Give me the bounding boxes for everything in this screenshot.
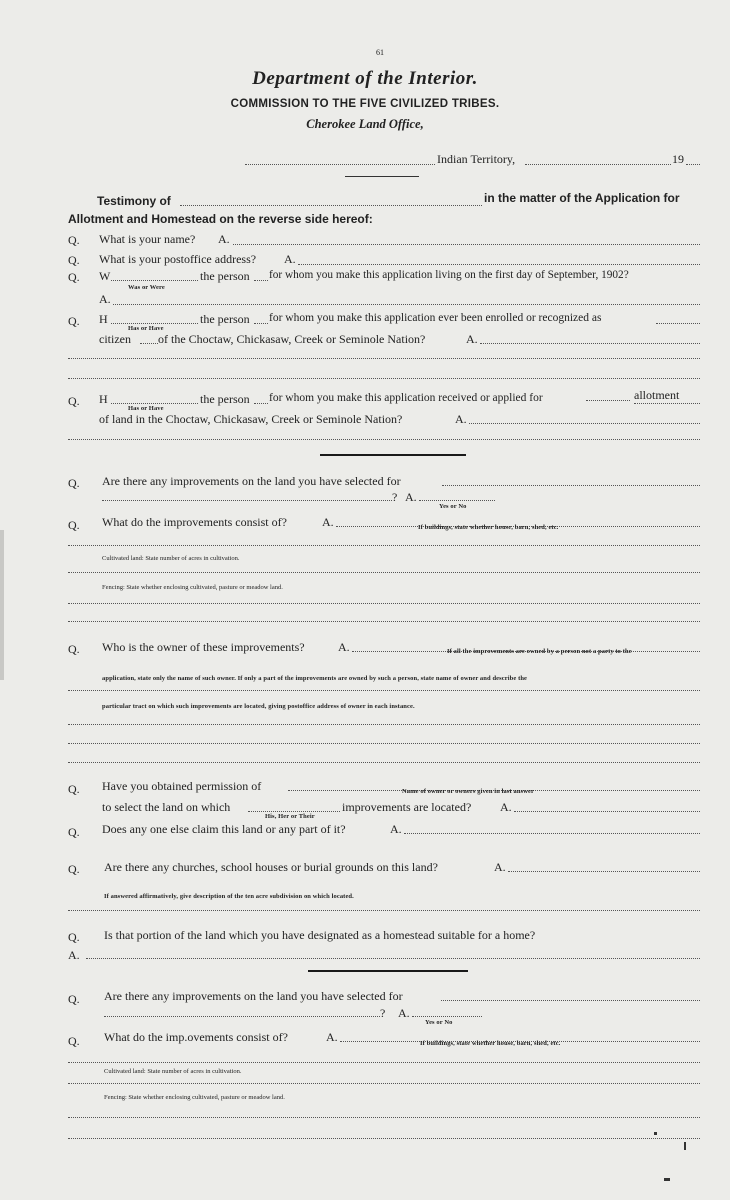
fencing-label-2: Fencing: State whether enclosing cultivated, pasture or meadow land. <box>104 1094 285 1101</box>
cultivated-label: Cultivated land: State number of acres in cultivation. <box>102 555 240 562</box>
question-name: What is your name? <box>99 232 196 246</box>
testimony-matter: in the matter of the Application for <box>484 191 680 205</box>
answer-q3-field[interactable] <box>113 304 700 305</box>
a-marker: A. <box>326 1030 338 1044</box>
question-claim: Does any one else claim this land or any part of it? <box>102 822 346 836</box>
a-marker: A. <box>68 948 80 962</box>
testimony-name-field[interactable] <box>180 205 482 206</box>
question-churches: Are there any churches, school houses or burial grounds on this land? <box>104 860 438 874</box>
answer-consist-line-2[interactable] <box>68 1062 700 1063</box>
fencing-label: Fencing: State whether enclosing cultivated, pasture or meadow land. <box>102 584 283 591</box>
date-field[interactable] <box>525 164 671 165</box>
q-marker: Q. <box>68 1034 80 1048</box>
question-homestead: Is that portion of the land which you have designated as a homestead suitable for a home? <box>104 928 536 942</box>
question-improvements-2: Are there any improvements on the land you have selected for <box>104 989 403 1003</box>
q5-line2: of land in the Choctaw, Chickasaw, Creek or Seminole Nation? <box>99 412 403 426</box>
fencing-line-2[interactable] <box>68 1117 700 1118</box>
owner-line[interactable] <box>68 762 700 763</box>
q-marker: Q. <box>68 476 80 490</box>
permission-hint: Name of owner or owners given in last answer <box>402 788 534 795</box>
permission-line2-start: to select the land on which <box>102 800 231 814</box>
scan-speck <box>654 1132 657 1135</box>
answer-postoffice-field[interactable] <box>298 264 700 265</box>
q-marker: Q. <box>68 782 80 796</box>
has-have-field[interactable] <box>111 403 198 404</box>
q3-rest: the person <box>200 269 250 283</box>
a-marker: A. <box>338 640 350 654</box>
answer-q5-line[interactable] <box>68 439 700 440</box>
selected-for-line-2[interactable] <box>104 1016 380 1017</box>
permission-line2-end: improvements are located? <box>342 800 472 814</box>
question-mark: ? <box>380 1006 386 1020</box>
question-postoffice: What is your postoffice address? <box>99 252 257 266</box>
q-marker: Q. <box>68 862 80 876</box>
office-title: Cherokee Land Office, <box>306 117 424 131</box>
q-marker: Q. <box>68 394 80 408</box>
q4-hint: Has or Have <box>128 325 164 332</box>
selected-for-field[interactable] <box>442 485 700 486</box>
q5-hint: Has or Have <box>128 405 164 412</box>
has-have-field[interactable] <box>111 323 198 324</box>
was-were-field[interactable] <box>111 280 198 281</box>
answer-consist-line[interactable] <box>68 545 700 546</box>
a-marker: A. <box>455 412 467 426</box>
cultivated-line[interactable] <box>68 572 700 573</box>
scan-speck <box>684 1142 686 1150</box>
year-field[interactable] <box>686 164 700 165</box>
q5-start: H <box>99 392 108 406</box>
owner-note-3: particular tract on which such improvements are located, giving postoffice address of owner in each instance. <box>102 703 415 710</box>
citizen-field[interactable] <box>140 343 158 344</box>
scan-speck <box>664 1178 670 1181</box>
q-marker: Q. <box>68 825 80 839</box>
cultivated-label-2: Cultivated land: State number of acres in cultivation. <box>104 1068 242 1075</box>
answer-q4-line[interactable] <box>68 358 700 359</box>
answer-q4-field[interactable] <box>480 343 700 344</box>
answer-q5-field[interactable] <box>469 423 700 424</box>
q3-end: for whom you make this application living on the first day of September, 1902? <box>269 269 629 281</box>
q5-end: for whom you make this application received or applied for <box>269 392 543 404</box>
a-marker: A. <box>405 490 417 504</box>
divider-line <box>345 176 419 177</box>
territory-label: Indian Territory, <box>437 152 516 166</box>
yes-no-hint: Yes or No <box>439 503 467 510</box>
q3-hint: Was or Were <box>128 284 165 291</box>
consist-hint: If buildings, state whether house, barn, shed, etc. <box>418 524 559 531</box>
answer-yes-no-field[interactable] <box>419 500 495 501</box>
section-divider <box>308 970 468 972</box>
page-number: 61 <box>376 48 384 57</box>
a-marker: A. <box>398 1006 410 1020</box>
fencing-line[interactable] <box>68 621 700 622</box>
answer-q4-line[interactable] <box>68 378 700 379</box>
his-her-their-field[interactable] <box>248 811 340 812</box>
owner-line[interactable] <box>68 724 700 725</box>
answer-homestead-field[interactable] <box>86 958 700 959</box>
q-marker: Q. <box>68 642 80 656</box>
owner-note-1: If all the improvements are owned by a person not a party to the <box>447 648 632 655</box>
question-owner: Who is the owner of these improvements? <box>102 640 305 654</box>
answer-permission-field[interactable] <box>514 811 700 812</box>
churches-note: If answered affirmatively, give description of the ten acre subdivision on which located. <box>104 893 354 900</box>
owner-note-2: application, state only the name of such owner. If only a part of the improvements are owned by such a person, state name of owner and describe the <box>102 675 528 682</box>
a-marker: A. <box>99 292 111 306</box>
question-improvements: Are there any improvements on the land you have selected for <box>102 474 401 488</box>
recognized-field[interactable] <box>656 323 700 324</box>
q-marker: Q. <box>68 992 80 1006</box>
question-permission: Have you obtained permission of <box>102 779 262 793</box>
q4-mid: the person <box>200 312 250 326</box>
q-marker: Q. <box>68 270 80 284</box>
q3-start: W <box>99 269 111 283</box>
q4-line2-start: citizen <box>99 332 131 346</box>
plural-field[interactable] <box>254 280 268 281</box>
owner-line[interactable] <box>68 743 700 744</box>
a-marker: A. <box>390 822 402 836</box>
consist-hint-2: If buildings, state whether house, barn, shed, etc. <box>420 1040 561 1047</box>
a-marker: A. <box>466 332 478 346</box>
question-mark: ? <box>392 490 398 504</box>
answer-churches-field[interactable] <box>508 871 700 872</box>
scan-edge-mark <box>0 530 4 680</box>
a-marker: A. <box>284 252 296 266</box>
q5-mid: the person <box>200 392 250 406</box>
yes-no-hint-2: Yes or No <box>425 1019 453 1026</box>
answer-claim-field[interactable] <box>404 833 700 834</box>
a-marker: A. <box>218 232 230 246</box>
question-consist-2: What do the imp.ovements consist of? <box>104 1030 288 1044</box>
cultivated-line-2[interactable] <box>68 1083 700 1084</box>
selected-for-field-2[interactable] <box>441 1000 700 1001</box>
commission-title: COMMISSION TO THE FIVE CIVILIZED TRIBES. <box>230 98 500 110</box>
churches-line[interactable] <box>68 910 700 911</box>
section-divider <box>320 454 466 456</box>
q-marker: Q. <box>68 233 80 247</box>
q-marker: Q. <box>68 314 80 328</box>
fencing-line-2[interactable] <box>68 1138 700 1139</box>
q-marker: Q. <box>68 518 80 532</box>
q4-line2-end: of the Choctaw, Chickasaw, Creek or Seminole Nation? <box>158 332 426 346</box>
testimony-label: Testimony of <box>97 194 171 208</box>
answer-yes-no-field-2[interactable] <box>412 1016 482 1017</box>
a-marker: A. <box>500 800 512 814</box>
a-marker: A. <box>494 860 506 874</box>
year-label: 19 <box>672 152 684 166</box>
plural-field[interactable] <box>254 323 268 324</box>
selected-for-line[interactable] <box>102 500 392 501</box>
q-marker: Q. <box>68 253 80 267</box>
question-consist: What do the improvements consist of? <box>102 515 287 529</box>
owner-line[interactable] <box>68 690 700 691</box>
q4-start: H <box>99 312 108 326</box>
q5-allotment: allotment <box>634 388 680 402</box>
answer-name-field[interactable] <box>233 244 700 245</box>
a-marker: A. <box>322 515 334 529</box>
place-field[interactable] <box>245 164 435 165</box>
his-her-hint: His, Her or Their <box>265 813 315 820</box>
allotment-field[interactable] <box>634 403 700 404</box>
plural-field[interactable] <box>254 403 268 404</box>
testimony-line2: Allotment and Homestead on the reverse side hereof: <box>68 212 373 226</box>
department-title: Department of the Interior. <box>252 68 478 89</box>
q4-end: for whom you make this application ever been enrolled or recognized as <box>269 312 602 324</box>
fencing-line[interactable] <box>68 603 700 604</box>
applied-field[interactable] <box>586 400 630 401</box>
q-marker: Q. <box>68 930 80 944</box>
